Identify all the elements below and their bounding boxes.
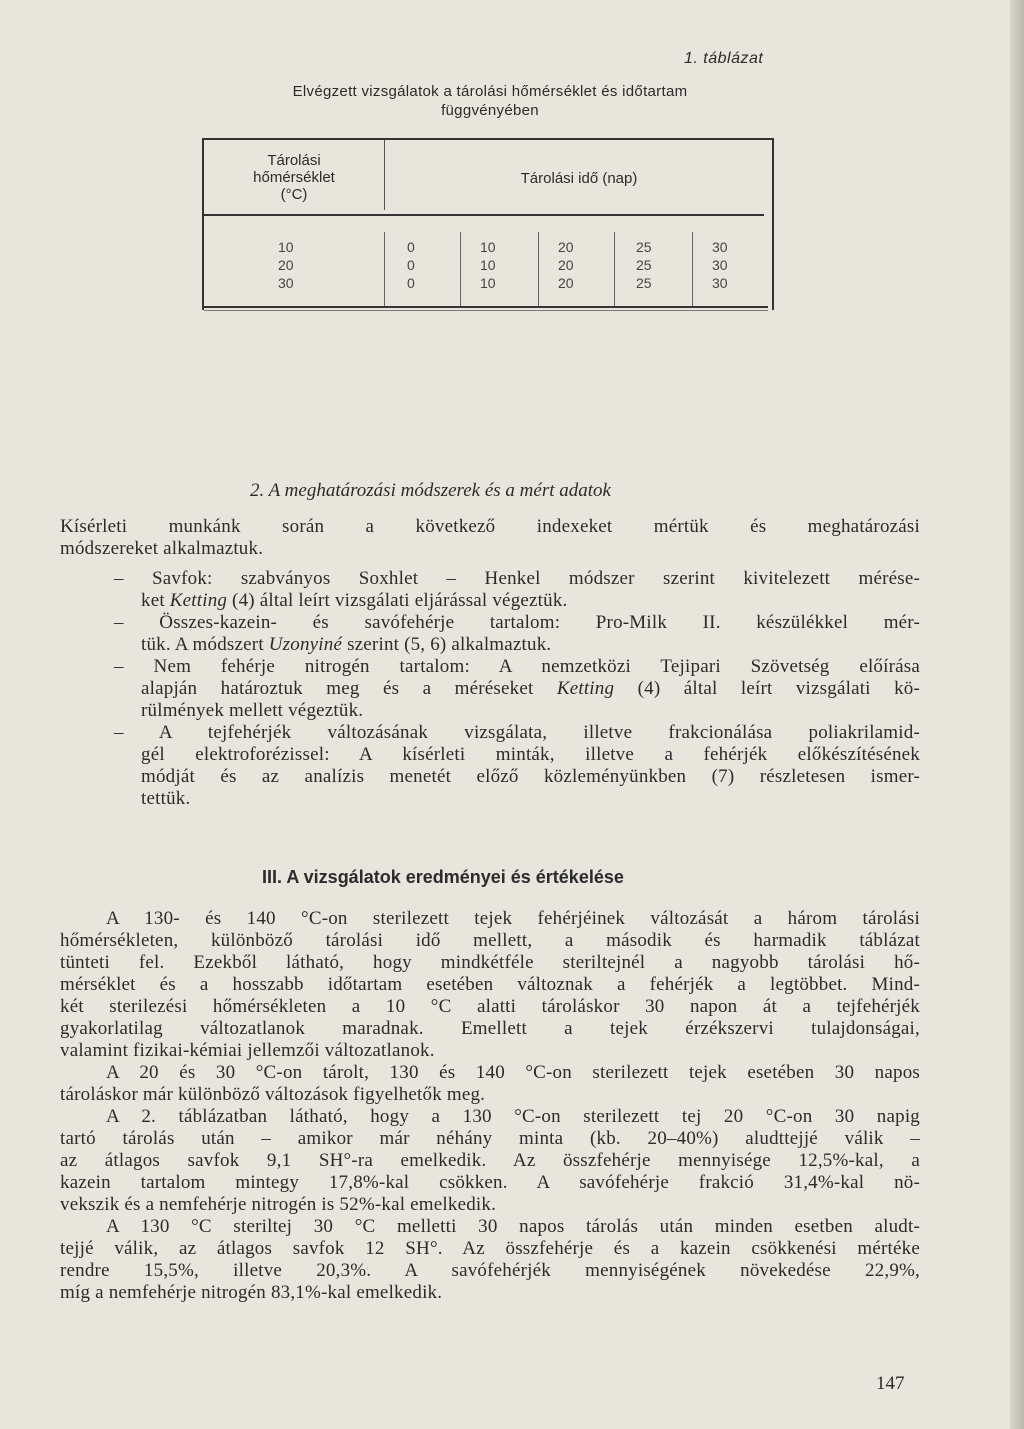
table-cell: 20 [558,275,574,291]
text-span: alapján határoztuk meg és a méréseket [141,678,557,699]
list-item-line [60,678,920,700]
header-rule [204,214,764,216]
section-2-body [60,516,920,810]
text-span: szerint (5, 6) alkalmaztuk. [342,634,552,655]
text-line: az átlagos savfok 9,1 SH°-ra emelkedik. Az összfehérje mennyisége 12,5%-kal, a [60,1150,920,1171]
list-item-line: tettük. [141,788,191,809]
table-title-line: függvényében [441,102,539,119]
page-edge [1010,0,1024,1429]
text-line: míg a nemfehérje nitrogén 83,1%-kal emelkedik. [60,1282,443,1303]
header-temp-line: (°C) [280,186,308,203]
text-line: kazein tartalom mintegy 17,8%-kal csökken. A savófehérje frakció 31,4%-kal nö- [60,1172,920,1193]
section-3-heading: III. A vizsgálatok eredményei és értékelése [262,867,624,887]
list-item-line: – A tejfehérjék változásának vizsgálata, illetve frakcionálása poliakrilamid- [114,722,920,743]
data-table [202,138,774,310]
text-line: tartó tárolás után – amikor már néhány minta (kb. 20–40%) aludttejjé válik – [60,1128,920,1149]
text-line: A 130- és 140 °C-on sterilezett tejek fehérjéinek változását a három tárolási [106,908,920,929]
text-line: gyakorlatilag változatlanok maradnak. Emellett a tejek érzékszervi tulajdonságai, [60,1018,920,1039]
table-cell: 0 [407,275,415,291]
list-item-line: módját és az analízis menetét előző közleményünkben (7) részletesen ismer- [141,766,920,787]
list-item-line: – Savfok: szabványos Soxhlet – Henkel módszer szerint kivitelezett mérése- [114,568,920,589]
header-temp-line: hőmérséklet [253,169,335,186]
text-span: tük. A módszert [141,634,269,655]
author-name: Ketting [169,590,228,611]
table-number: 1. táblázat [684,50,764,67]
table-cell: 10 [480,257,496,273]
table-cell: 30 [712,275,728,291]
text-line: vekszik és a nemfehérje nitrogén is 52%-kal emelkedik. [60,1194,497,1215]
text-line: valamint fizikai-kémiai jellemzői változatlanok. [60,1040,435,1061]
text-line: A 130 °C steriltej 30 °C melletti 30 napos tárolás után minden esetben aludt- [106,1216,920,1237]
list-item-line: – Nem fehérje nitrogén tartalom: A nemzetközi Tejipari Szövetség előírása [114,656,920,677]
text-line: hőmérsékleten, különböző tárolási idő mellett, a második és harmadik táblázat [60,930,920,951]
text-line: tejjé válik, az átlagos savfok 12 SH°. Az összfehérje és a kazein csökkenési mértéke [60,1238,920,1259]
header-storage-time: Tárolási idő (nap) [520,170,638,187]
text-line: tünteti fel. Ezekből látható, hogy mindkétféle steriltejnél a nagyobb tárolási hő- [60,952,920,973]
table-cell: 30 [712,257,728,273]
text-line: tároláskor már különböző változások figyelhetők meg. [60,1084,486,1105]
text-span: ket [141,590,170,611]
section-2-heading: 2. A meghatározási módszerek és a mért adatok [250,480,611,501]
section-3-body [60,908,920,1304]
text-span: (4) által leírt vizsgálati eljárással végeztük. [227,590,568,611]
table-cell: 20 [558,257,574,273]
text-line: Kísérleti munkánk során a következő indexeket mértük és meghatározási [60,516,920,537]
text-line: rendre 15,5%, illetve 20,3%. A savófehérjék mennyiségének növekedése 22,9%, [60,1260,920,1281]
list-item-line: rülmények mellett végeztük. [141,700,364,721]
list-item-line [60,634,920,656]
table-bottom-rule [204,306,768,308]
text-line: mérséklet és a hosszabb időtartam esetében változnak a fehérjék a legtöbbet. Mind- [60,974,920,995]
table-cell: 10 [480,275,496,291]
text-line: A 20 és 30 °C-on tárolt, 130 és 140 °C-on sterilezett tejek esetében 30 napos [106,1062,920,1083]
table-cell: 10 [278,239,294,255]
table-cell: 10 [480,239,496,255]
column-line [384,232,385,308]
table-cell: 25 [636,257,652,273]
table-cell: 30 [712,239,728,255]
author-name: Uzonyiné [268,634,343,655]
table-cell: 0 [407,239,415,255]
header-temp-line: Tárolási [267,152,321,169]
header-storage-temperature [204,152,384,203]
author-name: Ketting [556,678,615,699]
list-item-line [60,590,920,612]
text-line: A 2. táblázatban látható, hogy a 130 °C-on sterilezett tej 20 °C-on 30 napig [106,1106,920,1127]
table-cell: 25 [636,275,652,291]
text-span: (4) által leírt vizsgálati kö- [614,678,920,699]
table-title [200,82,780,120]
text-line: két sterilezési hőmérsékleten a 10 °C alatti tároláskor 30 napon át a tejfehérjék [60,996,920,1017]
table-cell: 20 [558,239,574,255]
header-divider [384,140,385,210]
table-cell: 20 [278,257,294,273]
list-item-line: gél elektroforézissel: A kísérleti minták, illetve a fehérjék előkészítésének [141,744,920,765]
table-cell: 25 [636,239,652,255]
table-title-line: Elvégzett vizsgálatok a tárolási hőmérséklet és időtartam [292,83,688,100]
table-cell: 0 [407,257,415,273]
page-number: 147 [876,1373,905,1394]
table-bottom-rule [204,310,768,311]
list-item-line: – Összes-kazein- és savófehérje tartalom: Pro-Milk II. készülékkel mér- [114,612,920,633]
text-line: módszereket alkalmaztuk. [60,538,264,559]
table-cell: 30 [278,275,294,291]
